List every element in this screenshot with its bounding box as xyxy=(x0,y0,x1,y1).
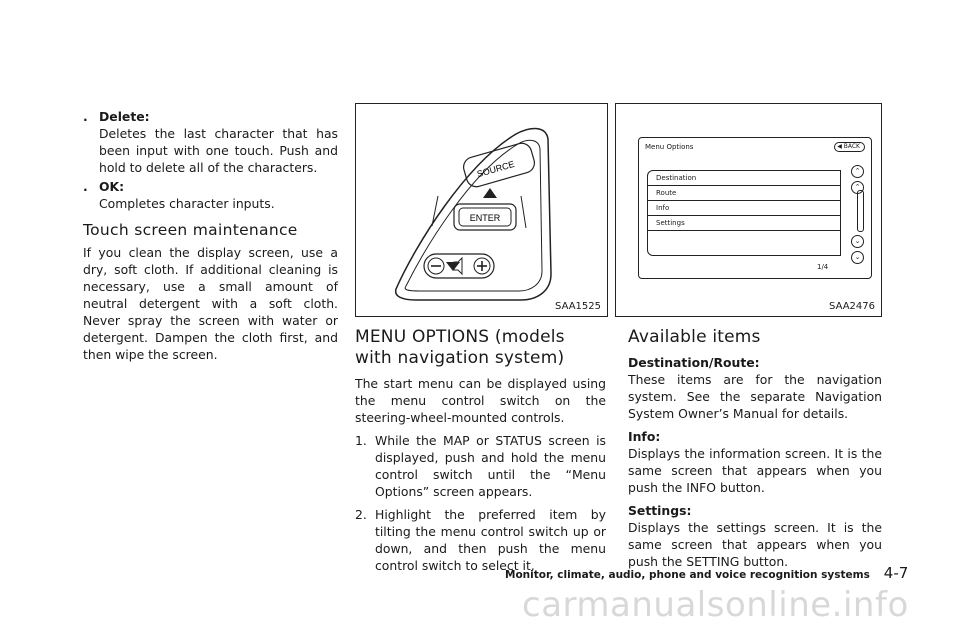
section-title-menu-options: MENU OPTIONS (models with navigation system) xyxy=(355,327,565,368)
step-text: While the MAP or STATUS screen is displayed, push and hold the menu control switch until the “Menu Options” screen appears. xyxy=(375,433,606,499)
step-text: Highlight the preferred item by tilting the menu control switch up or down, and then push the menu control switch to select it. xyxy=(375,507,606,573)
item-heading: Destination/Route: xyxy=(628,355,760,370)
bullet-delete xyxy=(83,108,338,125)
page-footer xyxy=(505,564,909,584)
bullet-ok xyxy=(83,178,338,195)
bullet-body: Deletes the last character that has been input with one touch. Push and hold to delete all of the characters. xyxy=(99,126,338,175)
section-title-touch-screen: Touch screen maintenance xyxy=(83,221,298,239)
maintenance-paragraph: If you clean the display screen, use a dry, soft cloth. If additional cleaning is necessary, use a small amount of neutral detergent with a soft cloth. Never spray the screen with water or detergent. Dampen the cloth first, and then wipe the screen. xyxy=(83,245,338,362)
scroll-up-icon[interactable]: ⌃ xyxy=(851,181,864,194)
bullet-marker: . xyxy=(83,109,88,124)
left-column xyxy=(83,108,338,363)
item-heading: Info: xyxy=(628,429,661,444)
step-number: 2. xyxy=(355,507,367,522)
figure-caption: SAA2476 xyxy=(829,301,875,312)
footer-section: Monitor, climate, audio, phone and voice recognition systems xyxy=(505,569,870,581)
menu-options-figure xyxy=(615,103,882,317)
item-body: Displays the settings screen. It is the same screen that appears when you push the SETTING button. xyxy=(628,520,882,569)
screen-title: Menu Options xyxy=(645,143,694,151)
menu-item-settings[interactable]: Settings xyxy=(648,216,840,231)
back-button-label: BACK xyxy=(843,143,860,150)
section-title-available-items: Available items xyxy=(628,327,761,347)
item-body: Displays the information screen. It is the same screen that appears when you push the INFO button. xyxy=(628,446,882,495)
back-button[interactable] xyxy=(834,142,865,152)
menu-options-screen xyxy=(638,137,872,279)
right-column xyxy=(628,327,882,570)
intro-paragraph: The start menu can be displayed using the menu control switch on the steering-wheel-mounted controls. xyxy=(355,376,606,425)
steering-switch-figure xyxy=(355,103,608,317)
middle-column xyxy=(355,327,606,574)
scroll-top-icon[interactable]: ⌃ xyxy=(851,165,864,178)
steering-switch-illustration xyxy=(356,104,607,316)
scroll-down-icon[interactable]: ⌄ xyxy=(851,235,864,248)
menu-list xyxy=(647,170,841,256)
scrollbar[interactable] xyxy=(857,190,864,232)
step-item xyxy=(355,432,606,500)
scroll-bottom-icon[interactable]: ⌄ xyxy=(851,251,864,264)
page-indicator: 1/4 xyxy=(817,263,829,271)
step-item xyxy=(355,506,606,574)
item-heading: Settings: xyxy=(628,503,692,518)
up-arrow-icon xyxy=(483,188,497,198)
watermark: carmanualsonline.info xyxy=(522,585,909,625)
menu-item-destination[interactable]: Destination xyxy=(648,171,840,186)
bullet-label: Delete: xyxy=(99,109,150,124)
bullet-label: OK: xyxy=(99,179,125,194)
source-button-label: SOURCE xyxy=(475,158,516,180)
figure-caption: SAA1525 xyxy=(555,301,601,312)
item-body: These items are for the navigation system. See the separate Navigation System Owner’s Manual for details. xyxy=(628,372,882,421)
back-arrow-icon: ◀ xyxy=(837,143,842,150)
menu-item-route[interactable]: Route xyxy=(648,186,840,201)
step-number: 1. xyxy=(355,433,367,448)
enter-button-label: ENTER xyxy=(469,213,501,223)
page-number: 4-7 xyxy=(883,564,909,582)
bullet-body: Completes character inputs. xyxy=(99,196,275,211)
menu-item-info[interactable]: Info xyxy=(648,201,840,216)
bullet-marker: . xyxy=(83,179,88,194)
